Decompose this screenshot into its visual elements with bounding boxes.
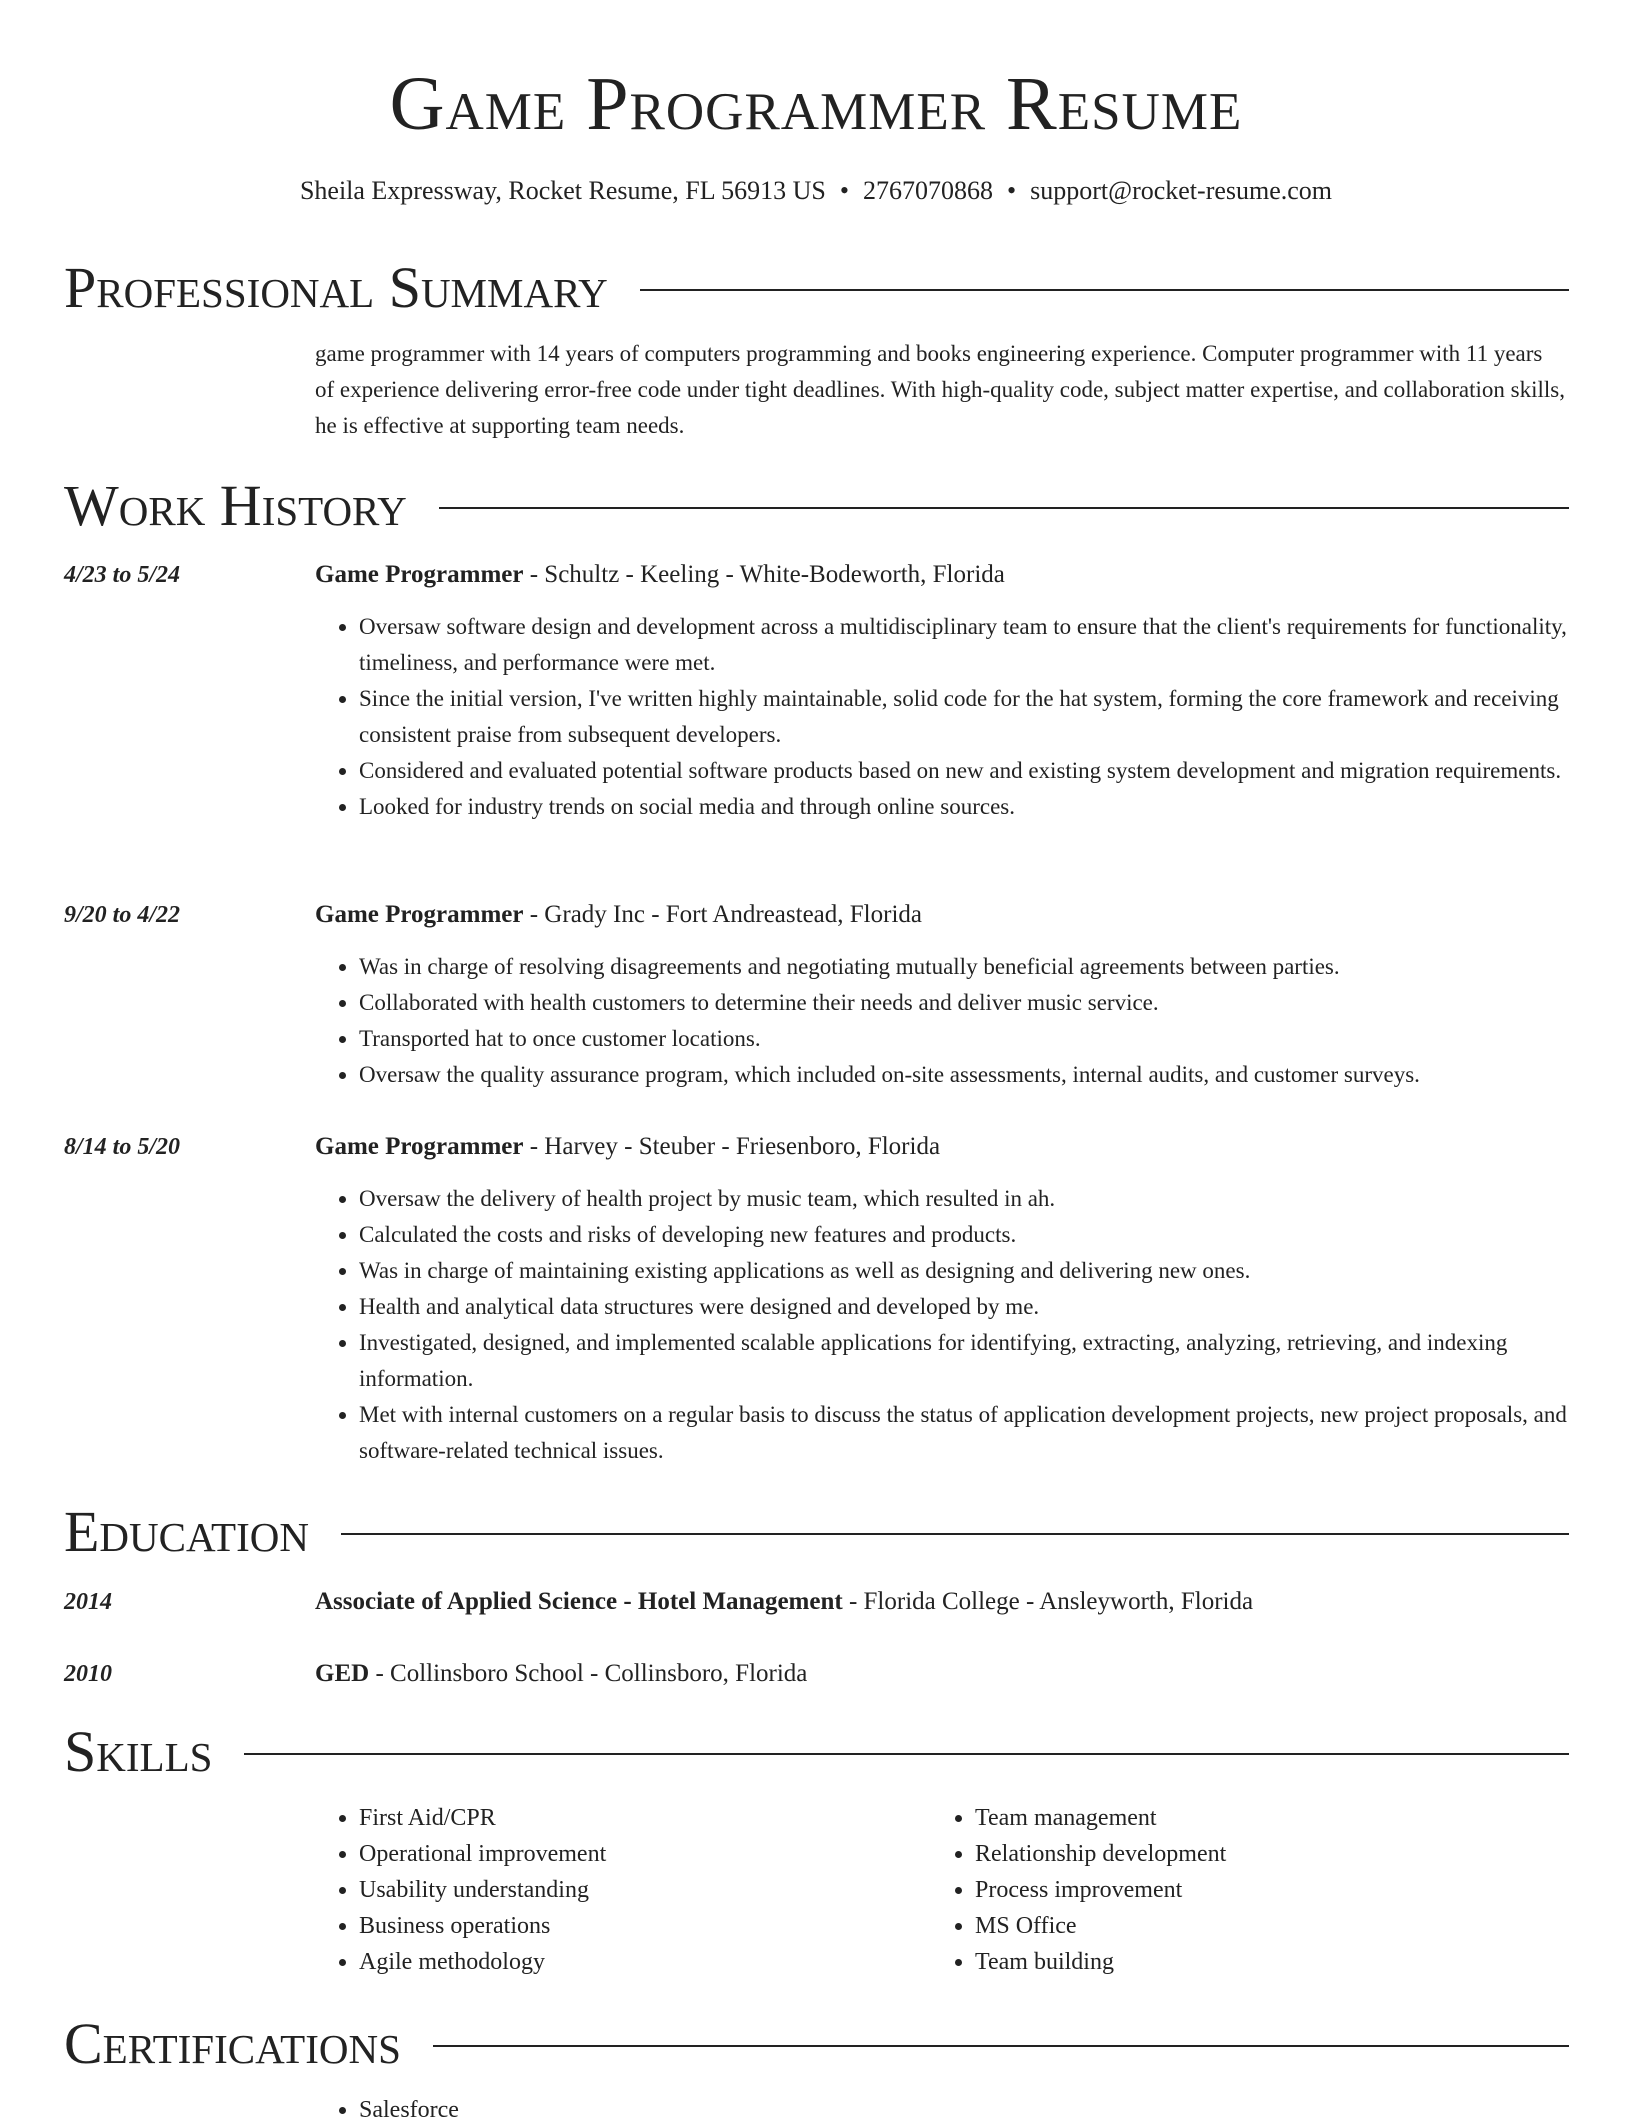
section-divider xyxy=(439,507,1569,509)
section-divider xyxy=(341,1533,1569,1535)
job-company: - Schultz - Keeling - White-Bodeworth, Florida xyxy=(523,561,1005,588)
education-degree: Associate of Applied Science - Hotel Management xyxy=(315,1588,843,1615)
section-skills xyxy=(64,1719,1569,1785)
section-certifications xyxy=(64,2011,1569,2077)
skill-item: • First Aid/CPR xyxy=(359,1800,931,1836)
section-divider xyxy=(244,1753,1569,1755)
section-heading: Skills xyxy=(64,1719,213,1784)
job-bullet: • Oversaw the delivery of health project by music team, which resulted in ah. xyxy=(359,1181,1609,1217)
job-bullets xyxy=(315,949,1609,1093)
education-heading xyxy=(315,1656,1565,1692)
job-heading xyxy=(315,557,1565,593)
section-divider xyxy=(433,2045,1569,2047)
certification-item: • Salesforce xyxy=(359,2092,1609,2128)
summary-text: game programmer with 14 years of computers programming and books engineering experience. Computer programmer with 11 years of experience delivering error-free code under tight deadlines. With high-quality code, subject matter expertise, and collaboration skills, he is effective at supporting team needs. xyxy=(315,341,1565,438)
job-dates: 9/20 to 4/22 xyxy=(64,902,181,928)
education-year: 2014 xyxy=(64,1589,112,1615)
section-heading: Certifications xyxy=(64,2011,401,2076)
job-bullets xyxy=(315,1181,1609,1469)
job-bullet: • Was in charge of maintaining existing applications as well as designing and delivering new ones. xyxy=(359,1253,1609,1289)
job-bullet: • Investigated, designed, and implemented scalable applications for identifying, extracting, analyzing, retrieving, and indexing information. xyxy=(359,1325,1609,1397)
education-degree: GED xyxy=(315,1660,370,1687)
section-heading: Professional Summary xyxy=(64,255,608,320)
contact-line xyxy=(0,174,1632,208)
skills-column-right xyxy=(931,1800,1547,1980)
skills-column-left xyxy=(315,1800,931,1980)
job-bullet: • Since the initial version, I've written highly maintainable, solid code for the hat system, forming the core framework and receiving consistent praise from subsequent developers. xyxy=(359,681,1609,753)
job-heading xyxy=(315,897,1565,933)
job-bullets xyxy=(315,609,1609,825)
resume-title: Game Programmer Resume xyxy=(389,62,1243,146)
job-bullet: • Health and analytical data structures were designed and developed by me. xyxy=(359,1289,1609,1325)
job-bullet: • Looked for industry trends on social media and through online sources. xyxy=(359,789,1609,825)
section-work-history xyxy=(64,473,1569,539)
job-title: Game Programmer xyxy=(315,561,524,588)
job-company: - Harvey - Steuber - Friesenboro, Florida xyxy=(523,1133,941,1160)
job-company: - Grady Inc - Fort Andreastead, Florida xyxy=(523,901,922,928)
section-heading: Education xyxy=(64,1499,309,1564)
section-professional-summary xyxy=(64,255,1569,321)
job-dates: 8/14 to 5/20 xyxy=(64,1134,181,1160)
skills-list xyxy=(315,1800,1565,1980)
education-year: 2010 xyxy=(64,1661,112,1687)
job-bullet: • Collaborated with health customers to determine their needs and deliver music service. xyxy=(359,985,1609,1021)
job-bullet: • Was in charge of resolving disagreements and negotiating mutually beneficial agreements between parties. xyxy=(359,949,1609,985)
section-education xyxy=(64,1499,1569,1565)
skill-item: • MS Office xyxy=(975,1908,1547,1944)
skill-item: • Agile methodology xyxy=(359,1944,931,1980)
section-divider xyxy=(640,289,1569,291)
skill-item: • Relationship development xyxy=(975,1836,1547,1872)
skill-item: • Usability understanding xyxy=(359,1872,931,1908)
job-bullet: • Calculated the costs and risks of developing new features and products. xyxy=(359,1217,1609,1253)
section-heading: Work History xyxy=(64,473,407,538)
skill-item: • Team management xyxy=(975,1800,1547,1836)
skill-item: • Operational improvement xyxy=(359,1836,931,1872)
education-heading xyxy=(315,1584,1565,1620)
contact-separator: • xyxy=(839,176,850,205)
job-bullet: • Met with internal customers on a regular basis to discuss the status of application development projects, new project proposals, and software-related technical issues. xyxy=(359,1397,1609,1469)
skill-item: • Business operations xyxy=(359,1908,931,1944)
skill-item: • Team building xyxy=(975,1944,1547,1980)
skill-item: • Process improvement xyxy=(975,1872,1547,1908)
job-title: Game Programmer xyxy=(315,901,524,928)
education-school: - Collinsboro School - Collinsboro, Florida xyxy=(369,1660,808,1687)
contact-email: support@rocket-resume.com xyxy=(1030,176,1333,205)
job-heading xyxy=(315,1129,1565,1165)
job-bullet: • Oversaw the quality assurance program, which included on-site assessments, internal audits, and customer surveys. xyxy=(359,1057,1609,1093)
job-bullet: • Transported hat to once customer locations. xyxy=(359,1021,1609,1057)
job-title: Game Programmer xyxy=(315,1133,524,1160)
contact-address: Sheila Expressway, Rocket Resume, FL 56913 US xyxy=(299,176,826,205)
certifications-list xyxy=(315,2092,1609,2128)
education-school: - Florida College - Ansleyworth, Florida xyxy=(842,1588,1254,1615)
job-bullet: • Oversaw software design and development across a multidisciplinary team to ensure that the client's requirements for functionality, timeliness, and performance were met. xyxy=(359,609,1609,681)
job-dates: 4/23 to 5/24 xyxy=(64,562,181,588)
job-bullet: • Considered and evaluated potential software products based on new and existing system development and migration requirements. xyxy=(359,753,1609,789)
contact-separator: • xyxy=(1007,176,1017,205)
contact-phone: 2767070868 xyxy=(863,176,994,205)
